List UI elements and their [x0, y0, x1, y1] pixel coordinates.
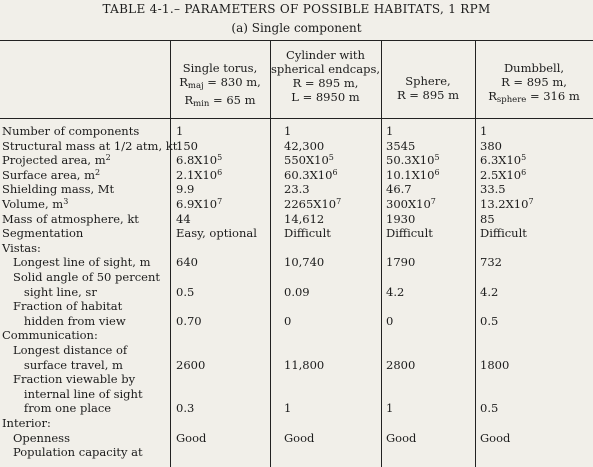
column-divider [270, 40, 271, 467]
table-cell: $13.2X10^7$ [480, 197, 534, 211]
table-cell: 11,800 [284, 357, 325, 372]
column-header-line: $R_{maj} = 830$ m, [179, 75, 261, 91]
table-cell: 46.7 [386, 182, 412, 197]
table-cell: 14,612 [284, 211, 325, 226]
table-cell: 1800 [480, 357, 510, 372]
table-cell: Good [176, 430, 207, 445]
column-header-line: R = 895 m, [501, 75, 567, 89]
column-header-line: Single torus, [182, 61, 258, 75]
column-header-line: L = 8950 m [291, 90, 360, 104]
table-cell: $2.1X10^6$ [176, 167, 223, 182]
table-cell: Difficult [284, 226, 331, 241]
row-label: Solid angle of 50 percent [2, 270, 160, 284]
row-label: Communication: [2, 328, 98, 343]
table-cell: Good [480, 430, 511, 445]
table-cell: 0 [386, 313, 394, 328]
row-label: hidden from view [2, 313, 126, 328]
table-cell: 23.3 [284, 182, 310, 197]
table-cell: $550X10^5$ [284, 153, 334, 168]
row-label: Fraction viewable by [2, 372, 136, 387]
table-cell: 42,300 [284, 138, 325, 153]
table-cell: 1 [386, 124, 394, 138]
row-label: Volume, $m^3$ [2, 197, 69, 211]
table-title: TABLE 4-1.– PARAMETERS OF POSSIBLE HABITATS, 1 RPM [102, 2, 491, 16]
table-cell: Good [386, 430, 417, 445]
table-cell: 4.2 [386, 284, 405, 299]
column-header-line: $R_{sphere} = 316$ m [488, 89, 580, 105]
table-cell: 1 [284, 401, 292, 416]
column-header [475, 61, 593, 107]
row-label: Structural mass at 1/2 atm, kt [2, 138, 178, 153]
table-cell: 4.2 [480, 284, 499, 299]
table-cell: 0 [284, 313, 292, 328]
table-cell: 1 [284, 124, 292, 138]
column-header-line: R = 895 m [396, 88, 460, 102]
table-cell: $10.1X10^6$ [386, 167, 440, 182]
table-cell: Good [284, 430, 315, 445]
row-label: Vistas: [2, 240, 41, 255]
table-cell: $60.3X10^6$ [284, 167, 338, 182]
table-cell: 3545 [386, 138, 416, 153]
table-cell: 33.5 [480, 182, 506, 197]
row-label: from one place [2, 401, 112, 416]
row-label: Shielding mass, Mt [2, 182, 115, 197]
column-header [170, 61, 270, 111]
column-header-line: spherical endcaps, [270, 62, 381, 76]
column-header [381, 74, 475, 102]
table-cell: Difficult [386, 226, 433, 241]
table-cell: Difficult [480, 226, 527, 241]
row-label: Longest distance of [2, 343, 128, 357]
table-cell: 9.9 [176, 182, 195, 197]
row-label: Projected area, $m^2$ [2, 153, 111, 168]
column-header-line: $R_{min} = 65$ m [184, 93, 256, 109]
table-cell: $6.3X10^5$ [480, 153, 527, 168]
column-divider [381, 40, 382, 467]
table-cell: 2600 [176, 357, 206, 372]
row-label: Openness [2, 430, 70, 445]
row-label: Segmentation [2, 226, 84, 241]
table-cell: 0.5 [176, 284, 195, 299]
table-cell: 1 [176, 124, 184, 138]
table-cell: 640 [176, 255, 198, 270]
table-cell: 1 [480, 124, 488, 138]
table-cell: 0.3 [176, 401, 195, 416]
table-cell: $6.8X10^5$ [176, 153, 223, 168]
table-cell: 2800 [386, 357, 416, 372]
row-label: Interior: [2, 416, 51, 430]
header-rule [0, 118, 593, 119]
table-cell: 44 [176, 211, 191, 226]
row-label: Surface area, $m^2$ [2, 167, 101, 182]
row-label: Population capacity at [2, 445, 143, 460]
table-cell: Easy, optional [176, 226, 257, 241]
table-cell: $2265X10^7$ [284, 197, 342, 211]
row-label: Number of components [2, 124, 140, 138]
table-cell: 0.5 [480, 401, 499, 416]
table-cell: 1790 [386, 255, 416, 270]
table-cell: $50.3X10^5$ [386, 153, 440, 168]
table-cell: 380 [480, 138, 502, 153]
row-label: Mass of atmosphere, kt [2, 211, 139, 226]
table-cell: $300X10^7$ [386, 197, 436, 211]
column-header-line: Sphere, [405, 74, 451, 88]
table-cell: 150 [176, 138, 198, 153]
column-header [270, 48, 381, 104]
table-cell: 0.70 [176, 313, 202, 328]
table-cell: 0.5 [480, 313, 499, 328]
row-label: Fraction of habitat [2, 299, 123, 314]
top-rule [0, 40, 593, 41]
row-label: Longest line of sight, m [2, 255, 151, 270]
table-cell: 10,740 [284, 255, 325, 270]
row-label: internal line of sight [2, 386, 143, 401]
column-header-line: Cylinder with [286, 48, 365, 62]
row-label: surface travel, m [2, 357, 123, 372]
table-cell: $2.5X10^6$ [480, 167, 527, 182]
table-cell: 1930 [386, 211, 416, 226]
column-header-line: Dumbbell, [503, 61, 565, 75]
row-label: sight line, sr [2, 284, 97, 299]
table-cell: 732 [480, 255, 502, 270]
table-cell: 0.09 [284, 284, 310, 299]
table-subtitle: (a) Single component [231, 21, 362, 35]
table-cell: 85 [480, 211, 495, 226]
table-cell: 1 [386, 401, 394, 416]
table-cell: $6.9X10^7$ [176, 197, 223, 211]
column-header-line: R = 895 m, [292, 76, 359, 90]
